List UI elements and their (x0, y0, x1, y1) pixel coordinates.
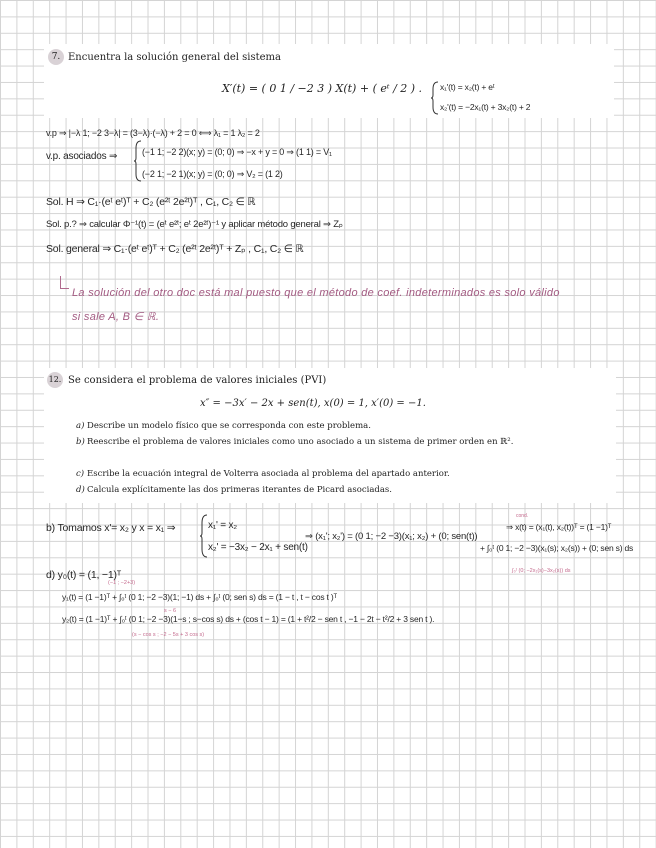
note-line-2: si sale A, B ∈ ℝ. (72, 311, 160, 323)
work12-d-y1: y₁(t) = (1 −1)ᵀ + ∫₀ᵗ (0 1; −2 −3)(1; −1) ds + ∫₀ᵗ (0; sen s) ds = (1 − t , t − cos t )ᵀ (62, 592, 337, 602)
problem-12-statement: Se considera el problema de valores iniciales (PVI) (68, 375, 327, 386)
work7-vp-asociados-label: v.p. asociados ⇒ (46, 151, 118, 162)
item-c-text: Escribe la ecuación integral de Volterra asociada al problema del apartado anterior. (87, 469, 450, 479)
item-d-text: Calcula explícitamente las dos primeras iterantes de Picard asociadas. (87, 485, 392, 495)
work12-b-matrix: ⇒ (x₁'; x₂') = (0 1; −2 −3)(x₁; x₂) + (0; sen(t)) (305, 531, 478, 542)
problem-7-statement: Encuentra la solución general del sistema (68, 52, 281, 63)
work12-d-y2: y₂(t) = (1 −1)ᵀ + ∫₀ᵗ (0 1; −2 −3)(1−s ; s−cos s) ds + (cos t − 1) = (1 + t²/2 − sen t , −1 − 2t − t²/2 + 3 sen t ). (62, 614, 435, 624)
problem-7-brace (430, 80, 440, 116)
item-a-text: Describe un modelo físico que se corresponda con este problema. (87, 421, 371, 431)
work12-b-brace (200, 514, 208, 558)
work12-d-y2-ann-bottom: (s − cos s ; −2 − 5s + 3 cos s) (132, 632, 205, 638)
item-c-label: c) (76, 469, 85, 479)
item-d-label: d) (76, 485, 85, 495)
work12-b-ann-side: ∫₀ᵗ (0; −2x₁(s)−3x₂(s)) ds (512, 568, 571, 574)
problem-7-equation: X′(t) = ( 0 1 / −2 3 ) X(t) + ( eᵗ / 2 ) . (222, 82, 423, 95)
note-line-1: La solución del otro doc está mal puesto que el método de coef. indeterminados es solo válido (72, 287, 560, 299)
item-b-label: b) (76, 437, 85, 447)
item-a-label: a) (76, 421, 85, 431)
problem-12-number: 12. (47, 372, 63, 388)
work12-b-line1: b) Tomamos x'= x₂ y x = x₁ ⇒ (46, 522, 176, 534)
problem-12-block (44, 368, 616, 503)
problem-7-number: 7. (48, 49, 64, 65)
problem-7-scalar-eq-2: x₂'(t) = −2x₁(t) + 3x₂(t) + 2 (440, 102, 531, 112)
problem-12-item-b (76, 437, 516, 448)
work12-b-result2: + ∫₀ᵗ (0 1; −2 −3)(x₁(s); x₂(s)) + (0; sen s) ds (480, 543, 634, 553)
item-b-text: Reescribe el problema de valores iniciales como uno asociado a un sistema de primer orden en ℝ². (87, 437, 514, 447)
work12-b-sys2: x₂' = −3x₂ − 2x₁ + sen(t) (208, 542, 308, 553)
problem-12-equation: x″ = −3x′ − 2x + sen(t), x(0) = 1, x′(0) = −1. (200, 398, 426, 409)
note-bracket (60, 276, 69, 289)
problem-12-item-d (76, 485, 516, 496)
work7-sol-general: Sol. general ⇒ C₁·(eᵗ eᵗ)ᵀ + C₂ (e²ᵗ 2e²ᵗ)ᵀ + Zₚ , C₁, C₂ ∈ ℝ (46, 243, 304, 255)
work12-d-y0: d) y₀(t) = (1, −1)ᵀ (46, 569, 122, 581)
work7-vp-asociados-2: (−2 1; −2 1)(x; y) = (0; 0) ⇒ V₂ = (1 2) (142, 169, 283, 179)
problem-12-item-c (76, 469, 516, 480)
work7-vp: v.p ⇒ |−λ 1; −2 3−λ| = (3−λ)·(−λ) + 2 = 0 ⟺ λ₁ = 1 λ₂ = 2 (46, 128, 260, 138)
problem-7-scalar-eq-1: x₁'(t) = x₂(t) + eᵗ (440, 82, 495, 92)
work7-sol-p: Sol. p.? ⇒ calcular Φ⁻¹(t) = (eᵗ e²ᵗ; eᵗ 2e²ᵗ)⁻¹ y aplicar método general ⇒ Zₚ (46, 219, 343, 230)
work12-b-ann-top: cond. (516, 513, 529, 519)
work12-d-y2-ann-top: s − 6 (164, 608, 177, 614)
work12-b-sys1: x₁' = x₂ (208, 520, 237, 531)
work12-b-result1: ⇒ x(t) = (x₁(t), x₂(t))ᵀ = (1 −1)ᵀ (506, 522, 612, 532)
work7-vp-asociados-1: (−1 1; −2 2)(x; y) = (0; 0) ⇒ −x + y = 0 ⇒ (1 1) = V₁ (142, 147, 332, 157)
work7-sol-h: Sol. H ⇒ C₁·(eᵗ eᵗ)ᵀ + C₂ (e²ᵗ 2e²ᵗ)ᵀ , C₁, C₂ ∈ ℝ (46, 196, 256, 208)
work7-asociados-brace (134, 140, 142, 182)
work12-d-y1-ann: (−1 ; −2+3) (108, 580, 136, 586)
problem-12-item-a (76, 421, 506, 432)
